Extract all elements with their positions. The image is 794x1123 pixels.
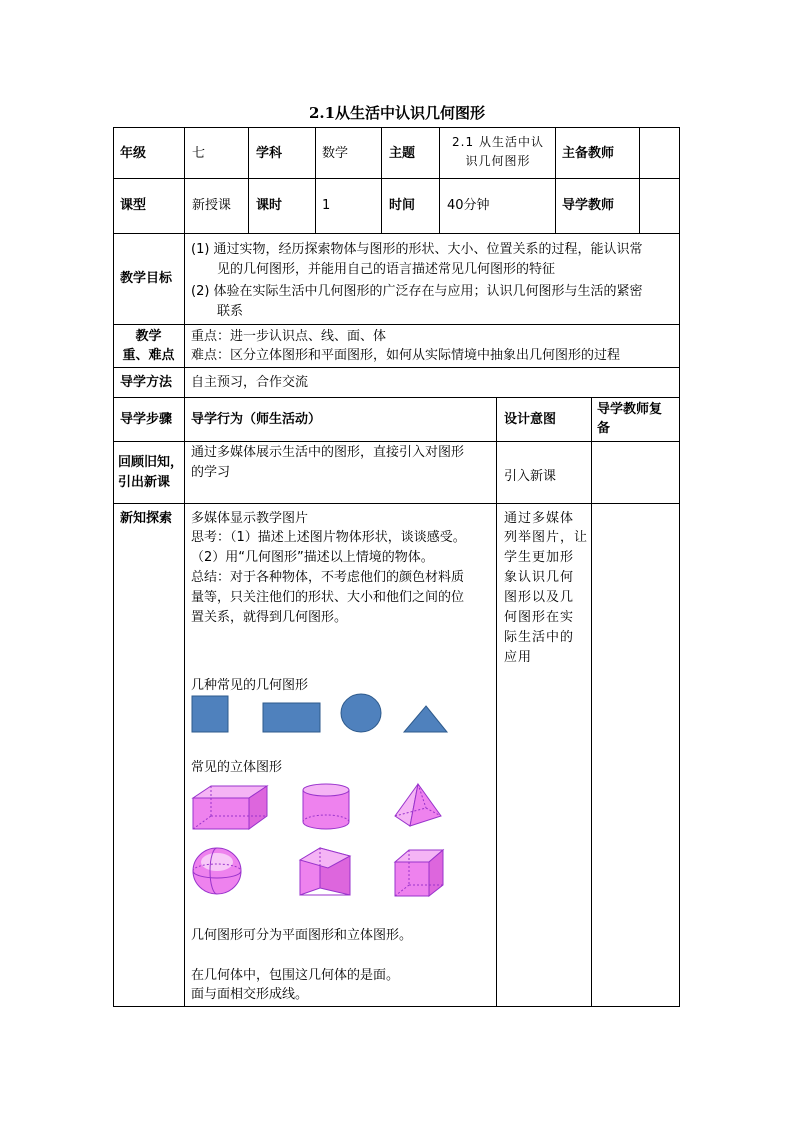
face-text-2: 面与面相交形成线。	[191, 987, 309, 1002]
explore-intent-1: 通过多媒体	[504, 511, 575, 526]
steps-header-review-line1: 导学教师复	[597, 402, 663, 417]
topic-value-line1: 2.1 从生活中认	[452, 135, 544, 149]
explore-line-2: 思考：（1）描述上述图片物体形状，谈谈感受。	[191, 530, 466, 545]
grade-label: 年级	[120, 146, 147, 161]
cylinder-shape	[303, 784, 349, 829]
plane-shapes-figure	[190, 693, 455, 737]
square-shape	[192, 696, 228, 732]
explore-line-5: 量等，只关注他们的形状、大小和他们之间的位	[191, 590, 465, 605]
explore-line-1: 多媒体显示教学图片	[191, 511, 309, 526]
type-value: 新授课	[192, 198, 232, 213]
triangle-shape	[404, 706, 447, 732]
explore-intent-5: 图形以及几	[504, 590, 575, 605]
prism-shape	[300, 848, 350, 895]
sphere-shape	[193, 848, 241, 894]
steps-header-step: 导学步骤	[120, 412, 173, 427]
type-label: 课型	[120, 198, 147, 213]
key-label-line1: 教学	[135, 329, 162, 344]
topic-label: 主题	[389, 146, 416, 161]
cube-shape	[395, 850, 443, 896]
guide-teacher-label: 导学教师	[562, 198, 615, 213]
review-label-line1: 回顾旧知，	[118, 455, 184, 470]
review-action-line2: 的学习	[191, 465, 231, 480]
document-title: 2.1从生活中认识几何图形	[308, 104, 486, 122]
time-value: 40分钟	[447, 198, 490, 213]
solid-shapes-caption: 常见的立体图形	[191, 760, 283, 775]
grade-value: 七	[192, 146, 206, 161]
steps-header-review-line2: 备	[597, 421, 611, 436]
explore-intent-3: 学生更加形	[504, 550, 575, 565]
hours-value: 1	[322, 198, 331, 213]
solid-shapes-figure	[190, 782, 460, 902]
explore-label: 新知探索	[120, 511, 173, 526]
key-focus: 重点：进一步认识点、线、面、体	[191, 329, 387, 344]
goal-2-line1: (2) 体验在实际生活中几何图形的广泛存在与应用；认识几何图形与生活的紧密	[191, 284, 643, 299]
explore-intent-6: 何图形在实	[504, 610, 575, 625]
review-intent: 引入新课	[504, 469, 557, 484]
face-text-1: 在几何体中，包围这几何体的是面。	[191, 968, 400, 983]
method-label: 导学方法	[120, 375, 173, 390]
explore-line-3: （2）用“几何图形”描述以上情境的物体。	[191, 550, 434, 565]
explore-intent-7: 际生活中的	[504, 630, 575, 645]
explore-line-6: 置关系，就得到几何图形。	[191, 610, 348, 625]
plane-shapes-caption: 几种常见的几何图形	[191, 678, 309, 693]
cuboid-shape	[193, 786, 267, 829]
pyramid-shape	[395, 784, 441, 826]
subject-label: 学科	[256, 146, 283, 161]
classify-text: 几何图形可分为平面图形和立体图形。	[191, 928, 413, 943]
method-value: 自主预习，合作交流	[191, 375, 309, 390]
key-label-line2: 重、难点	[122, 348, 175, 363]
hours-label: 课时	[256, 198, 283, 213]
goal-1-line1: (1) 通过实物，经历探索物体与图形的形状、大小、位置关系的过程，能认识常	[191, 242, 643, 257]
subject-value: 数学	[322, 146, 349, 161]
circle-shape	[341, 694, 381, 732]
rectangle-shape	[263, 703, 320, 732]
explore-line-4: 总结：对于各种物体，不考虑他们的颜色材料质	[191, 570, 465, 585]
goal-1-line2: 见的几何图形，并能用自己的语言描述常见几何图形的特征	[217, 262, 556, 277]
review-label-line2: 引出新课	[118, 475, 171, 490]
explore-intent-8: 应用	[504, 650, 533, 665]
topic-value-line2: 识几何图形	[465, 154, 531, 168]
steps-header-intent: 设计意图	[504, 412, 557, 427]
time-label: 时间	[389, 198, 416, 213]
goal-2-line2: 联系	[217, 304, 244, 319]
review-action-line1: 通过多媒体展示生活中的图形，直接引入对图形	[191, 445, 465, 460]
explore-intent-4: 象认识几何	[504, 570, 575, 585]
prep-teacher-label: 主备教师	[562, 146, 615, 161]
steps-header-action: 导学行为（师生活动）	[191, 412, 322, 427]
explore-intent-2: 列举图片，让	[504, 530, 589, 545]
goals-label: 教学目标	[120, 271, 173, 286]
key-difficulty: 难点：区分立体图形和平面图形，如何从实际情境中抽象出几何图形的过程	[191, 348, 621, 363]
